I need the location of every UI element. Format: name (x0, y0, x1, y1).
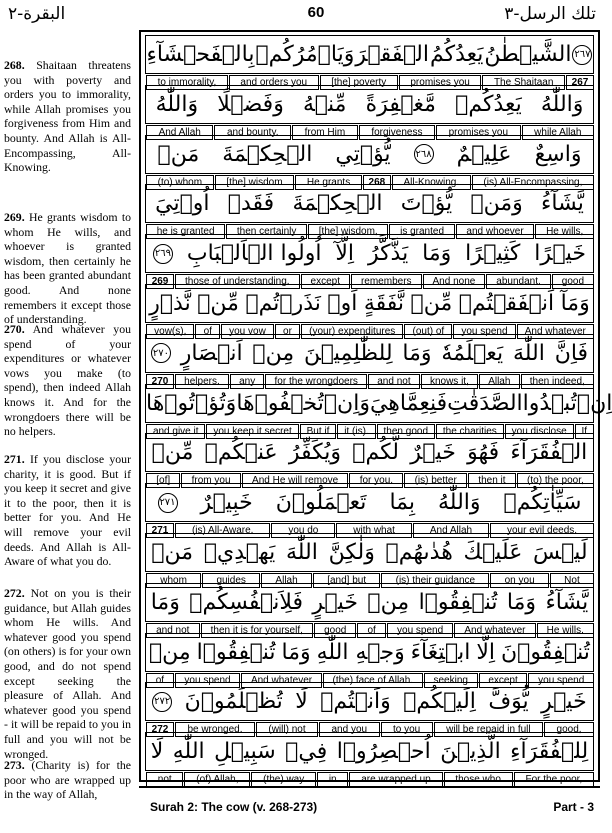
arabic-word: مَنۡ (157, 141, 200, 167)
arabic-word: يَذَّكَّرُ (367, 241, 409, 267)
arabic-word: فَهُوَ (467, 440, 500, 466)
commentary-270: 270. And whatever you spend of your expenditures or whatever vows you make (to spend), then indeed Allah knows it. And for the wrongdoers there will be no helpers. (4, 322, 131, 439)
gloss-cell: on you (490, 573, 549, 588)
gloss-cell: 267 (566, 75, 594, 90)
arabic-word: تُظۡلَمُوۡنَ (184, 689, 283, 715)
gloss-cell: forgiveness (359, 125, 435, 140)
gloss-cell: 272 (146, 722, 174, 737)
gloss-cell: Not (550, 573, 594, 588)
gloss-cell: you keep it secret (206, 424, 298, 439)
gloss-cell: And whatever (517, 324, 594, 339)
gloss-cell: then it (468, 473, 516, 488)
gloss-cell: you spend (453, 324, 515, 339)
arabic-word: وَمَا (150, 589, 180, 615)
gloss-cell: good (314, 623, 356, 638)
arabic-word: نَّذۡرٍ (149, 291, 191, 316)
arabic-word: وَاللّٰهُ (540, 91, 584, 117)
arabic-word: يَّشَآءُ (541, 191, 584, 217)
footer-rule (139, 786, 600, 788)
gloss-cell: be wronged. (175, 722, 255, 737)
arabic-word: يَهۡدِيۡ (203, 540, 276, 565)
arabic-word: وَيَاۡمُرُكُمۡ (255, 42, 355, 67)
gloss-cell: (is) better (404, 473, 467, 488)
verse-grid (139, 30, 612, 786)
gloss-cell: then certainly (226, 224, 307, 239)
gloss-cell: But if (300, 424, 337, 439)
gloss-cell: except (301, 274, 350, 289)
arabic-word: ابۡتِغَآءَ (410, 639, 471, 665)
gloss-cell: seeking (424, 673, 478, 688)
verse-number-marker: ٢٦٨ (414, 144, 434, 164)
arabic-word: فَقَدۡ (227, 191, 275, 217)
arabic-line (145, 184, 594, 223)
arabic-word: لَّكُمۡ (352, 440, 399, 466)
arabic-word: اَوۡ (327, 291, 358, 316)
arabic-word: سَبِيۡلِ (214, 739, 276, 765)
arabic-word: الصَّدَقٰتِ (447, 390, 523, 416)
arabic-line (145, 284, 594, 323)
arabic-line (145, 732, 594, 771)
arabic-word: يَعِدُكُمُ (429, 42, 484, 67)
arabic-word: مِّنۡ (197, 291, 239, 316)
gloss-cell: he is granted (146, 224, 225, 239)
arabic-line (145, 135, 594, 174)
arabic-word: وَمَنۡ (470, 191, 523, 217)
gloss-cell: and give it (146, 424, 205, 439)
arabic-word: وَاَنۡتُمۡ (320, 689, 391, 715)
gloss-cell: And Allah (413, 523, 489, 538)
verse-number-marker: ٢٧١ (158, 493, 178, 513)
arabic-word: اللّٰهَ (512, 340, 545, 366)
arabic-word: فَاِنَّ (554, 340, 589, 366)
gloss-cell: The Shaitaan (482, 75, 565, 90)
arabic-line (145, 384, 612, 423)
arabic-word: اُحۡصِرُوۡا (336, 739, 431, 765)
arabic-word: خَيۡرًا (534, 241, 586, 267)
arabic-line (145, 334, 594, 373)
gloss-cell: will be repaid in full (434, 722, 543, 737)
gloss-cell: you spend (387, 623, 453, 638)
gloss-cell: or (275, 324, 300, 339)
arabic-word: عَنۡكُمۡ (204, 440, 278, 466)
arabic-word: وَجۡهِ اللّٰهِ (316, 639, 405, 665)
arabic-word: الشَّيۡطٰنُ (484, 42, 572, 67)
gloss-cell: any (230, 374, 264, 389)
gloss-cell: Allah (479, 374, 520, 389)
gloss-cell: with what (336, 523, 412, 538)
gloss-cell: remembers (351, 274, 422, 289)
arabic-word: مِنۡ (148, 639, 191, 665)
arabic-word: لِلظّٰلِمِيۡنَ (303, 340, 393, 366)
arabic-word: هُدٰٮهُمۡ (385, 540, 453, 565)
gloss-cell: [of] (146, 473, 180, 488)
arabic-word: اَنۡصَارٍ (180, 340, 243, 366)
commentary-271: 271. If you disclose your charity, it is good. But if you keep it secret and give it to the poor, then it is better for you. And He will remove your evil deeds. And Allah is All-Aware of what you do. (4, 452, 132, 569)
gloss-cell: your evil deeds. (490, 523, 594, 538)
arabic-line (145, 533, 594, 572)
gloss-cell: good, (544, 722, 594, 737)
gloss-cell: 270 (146, 374, 174, 389)
gloss-cell: (of) Allah, (184, 772, 250, 787)
gloss-cell: Allah (261, 573, 312, 588)
commentary-269: 269. He grants wisdom to whom He wills, and whoever is granted wisdom, then certainly he has been granted abundant good. And none remembers it except those of understanding. (4, 210, 131, 327)
page-header (0, 0, 606, 28)
commentary-272: 272. Not on you is their guidance, but Allah guides whom He wills. And whatever good you spend (on others) is for your own good, and do not spend except seeking the pleasure of Allah. And whatever good you spend - it will be repaid to you in full and you will not be wronged. (4, 586, 131, 761)
arabic-word: بِالۡفَحۡشَآءِ (146, 42, 255, 67)
commentary-column (0, 58, 134, 802)
gloss-cell: then it is for yourself, (201, 623, 313, 638)
gloss-cell: [the] wisdom, (308, 224, 388, 239)
arabic-word: وَلٰكِنَّ (328, 540, 375, 565)
gloss-cell: then good (377, 424, 435, 439)
gloss-cell: And Allah (146, 125, 213, 140)
arabic-word: مِنۡ (252, 340, 295, 366)
gloss-cell: All-Knowing. (392, 175, 471, 190)
arabic-word: يُّؤۡتَ (400, 191, 453, 217)
arabic-line (145, 682, 594, 721)
arabic-word: فِيۡ (285, 739, 328, 765)
arabic-word: وَمَا (506, 589, 537, 615)
arabic-word: تَعۡمَلُوۡنَ (275, 490, 367, 516)
gloss-cell: (is) All-Encompassing, (472, 175, 594, 190)
arabic-line (145, 483, 594, 522)
arabic-word: اُولُوا الۡاَلۡبَابِ (186, 241, 322, 267)
gloss-cell: (is) their guidance (381, 573, 489, 588)
gloss-cell: (is) All-Aware. (175, 523, 270, 538)
gloss-cell: (to) whom (146, 175, 214, 190)
verse-number-marker: ٢٧٠ (151, 343, 171, 363)
gloss-cell: (your) expenditures (301, 324, 403, 339)
arabic-word: الۡحِكۡمَةَ (222, 141, 313, 167)
arabic-word: خَيۡرٌ (410, 440, 456, 466)
gloss-cell: and not (368, 374, 420, 389)
arabic-word: مَنۡ (151, 540, 194, 565)
arabic-word: الَّذِيۡنَ (440, 739, 501, 765)
arabic-word: اِلَيۡكُمۡ (403, 689, 476, 715)
gloss-cell: and you (319, 722, 379, 737)
gloss-cell: For the poor, (514, 772, 594, 787)
arabic-word: مِّنۡهُ (302, 91, 347, 117)
arabic-word: وَاللّٰهُ (155, 91, 199, 117)
footer-part: Part - 3 (553, 800, 594, 814)
gloss-cell: 268 (363, 175, 391, 190)
gloss-cell: whom (146, 573, 201, 588)
arabic-word: وَمَا (422, 241, 452, 267)
arabic-word: الۡفَقۡرَ (355, 42, 429, 67)
arabic-word: وَاللّٰهُ (438, 490, 481, 516)
arabic-word: بِمَا (389, 490, 415, 516)
gloss-cell: of (146, 673, 174, 688)
gloss-cell: 269 (146, 274, 174, 289)
verse-number-marker: ٢٧٢ (152, 692, 172, 712)
arabic-word: يَعِدُكُمۡ (455, 91, 522, 117)
arabic-word: تُنۡفِقُوۡا (418, 589, 498, 615)
arabic-word: اللّٰهِ (172, 739, 205, 765)
gloss-cell: you do (271, 523, 335, 538)
arabic-word: لَا (150, 739, 164, 765)
arabic-word: اِنۡ (576, 390, 612, 416)
gloss-cell: And none (423, 274, 486, 289)
page-number: 60 (307, 4, 325, 21)
arabic-word: كَثِيۡرًا (465, 241, 521, 267)
gloss-cell: (the) way (251, 772, 316, 787)
gloss-cell: except (479, 673, 528, 688)
arabic-word: يَعۡلَمُهٗ (441, 340, 504, 366)
gloss-cell: you vow (221, 324, 274, 339)
arabic-word: لِلۡفُقَرَآءِ (510, 739, 589, 765)
gloss-cell: from Him (292, 125, 358, 140)
gloss-cell: (to) the poor, (517, 473, 594, 488)
arabic-word: يُّوَفَّ (488, 689, 529, 715)
gloss-cell: is granted (389, 224, 454, 239)
gloss-cell: and whoever (456, 224, 535, 239)
gloss-cell: in (317, 772, 348, 787)
arabic-word: وَتُؤۡتُوۡهَا (146, 390, 237, 416)
gloss-cell: of (195, 324, 220, 339)
gloss-cell: those of understanding. (175, 274, 300, 289)
arabic-word: الۡحِكۡمَةَ (292, 191, 383, 217)
gloss-cell: the charities (436, 424, 504, 439)
verse-number-marker: ٢٦٧ (572, 45, 592, 65)
arabic-word: مِّنۡ (410, 291, 453, 316)
gloss-cell: 271 (146, 523, 174, 538)
arabic-word: فَلِاَنۡفُسِكُمۡ (189, 589, 303, 615)
arabic-word: تُبۡدُوا (522, 390, 577, 416)
arabic-word: مَّغۡفِرَةً (365, 91, 436, 117)
arabic-word: خَيۡرٍ (541, 689, 587, 715)
gloss-cell: of (357, 623, 386, 638)
gloss-cell: And whatever (454, 623, 535, 638)
arabic-word: وَاسِعٌ (534, 141, 582, 167)
gloss-cell: And whatever (241, 673, 322, 688)
arabic-word: اللّٰهَ (285, 540, 318, 565)
gloss-cell: and not (146, 623, 200, 638)
gloss-cell: He wills, (535, 224, 594, 239)
gloss-cell: [the] wisdom (215, 175, 294, 190)
arabic-word: خَيۡرٍ (312, 589, 358, 615)
page-footer (0, 786, 606, 833)
gloss-cell: guides (202, 573, 260, 588)
gloss-cell: for the wrongdoers (265, 374, 367, 389)
commentary-273: 273. (Charity is) for the poor who are wrapped up in the way of Allah, (4, 758, 131, 802)
arabic-word: عَلِيۡمٌ (456, 141, 512, 167)
gloss-cell: good (552, 274, 594, 289)
arabic-word: اَنۡفَقۡتُمۡ (458, 291, 555, 316)
commentary-268: 268. Shaitaan threatens you with poverty and orders you to immorality, while Allah promises you forgiveness from Him and bounty. And Allah is All-Encompassing, All-Knowing. (4, 58, 132, 175)
gloss-cell: He wills. (537, 623, 594, 638)
arabic-word: وَفَضۡلًا (217, 91, 284, 117)
gloss-cell: (the) face of Allah. (323, 673, 423, 688)
arabic-word: تُنۡفِقُوۡا (196, 639, 276, 665)
gloss-cell: [and] but (313, 573, 380, 588)
gloss-cell: knows it, (421, 374, 478, 389)
gloss-cell: it (is). (337, 424, 375, 439)
gloss-cell: while Allah (522, 125, 594, 140)
arabic-line (145, 234, 594, 273)
gloss-cell: (out) of (404, 324, 452, 339)
gloss-cell: those who (444, 772, 513, 787)
gloss-cell: and bounty. (214, 125, 291, 140)
arabic-word: وَمَا (402, 340, 432, 366)
gloss-cell: [the] poverty (320, 75, 398, 90)
gloss-cell: from you (181, 473, 240, 488)
gloss-cell: helpers. (175, 374, 229, 389)
arabic-line (145, 633, 594, 672)
footer-caption: Surah 2: The cow (v. 268-273) (150, 800, 318, 814)
arabic-word: نَّفَقَةٍ (363, 291, 405, 316)
gloss-cell: (will) not (256, 722, 318, 737)
gloss-cell: He grants (295, 175, 362, 190)
arabic-line (145, 35, 594, 74)
arabic-word: وَمَا (281, 639, 311, 665)
verse-number-marker: ٢٦٩ (153, 244, 173, 264)
gloss-cell: abundant. (486, 274, 550, 289)
arabic-word: تُخۡفُوۡهَا (236, 390, 324, 416)
arabic-word: اِلَّا (476, 639, 496, 665)
gloss-cell: And He will remove (242, 473, 349, 488)
gloss-line (145, 772, 594, 787)
gloss-cell: promises you (436, 125, 521, 140)
gloss-cell: vow(s), (146, 324, 194, 339)
arabic-word: اُوۡتِيَ (155, 191, 210, 217)
arabic-word: تُنۡفِقُوۡنَ (500, 639, 590, 665)
arabic-word: مِنۡ (367, 589, 410, 615)
gloss-cell: not (146, 772, 184, 787)
arabic-word: خَبِيۡرٌ (200, 490, 253, 516)
arabic-word: يَّشَآءُ (545, 589, 589, 615)
arabic-line (145, 583, 594, 622)
gloss-cell: you disclose (505, 424, 574, 439)
gloss-cell: to immorality, (146, 75, 228, 90)
arabic-word: وَاِنۡ (323, 390, 370, 416)
arabic-word: سَيِّاٰتِكُمۡ (503, 490, 582, 516)
arabic-word: وَمَآ (560, 291, 590, 316)
gloss-cell: promises you (399, 75, 482, 90)
gloss-cell: are wrapped up (349, 772, 442, 787)
gloss-cell: you spend (528, 673, 594, 688)
arabic-word: اِلَّآ (335, 241, 355, 267)
gloss-cell: If (575, 424, 594, 439)
surah-name: البقرة-٢ (8, 4, 66, 24)
arabic-word: يُّؤۡتِي (335, 141, 391, 167)
arabic-word: وَيُكَفِّرُ (288, 440, 342, 466)
arabic-word: فَنِعِمَّا (399, 390, 448, 416)
arabic-word: لَيۡسَ (533, 540, 588, 565)
arabic-word: هِيَ (369, 390, 400, 416)
arabic-word: مِّنۡ (151, 440, 194, 466)
gloss-cell: for you. (349, 473, 403, 488)
arabic-word: نَذَرۡتُمۡ (245, 291, 321, 316)
gloss-cell: you spend (175, 673, 241, 688)
arabic-word: لَا (295, 689, 308, 715)
juz-name: تلك الرسل-٣ (504, 4, 596, 24)
gloss-cell: then indeed, (521, 374, 594, 389)
gloss-cell: and orders you (229, 75, 319, 90)
gloss-cell: to you (381, 722, 433, 737)
arabic-word: الۡفُقَرَآءَ (510, 440, 588, 466)
arabic-word: عَلَيۡكَ (463, 540, 523, 565)
arabic-line (145, 433, 594, 472)
arabic-line (145, 85, 594, 124)
